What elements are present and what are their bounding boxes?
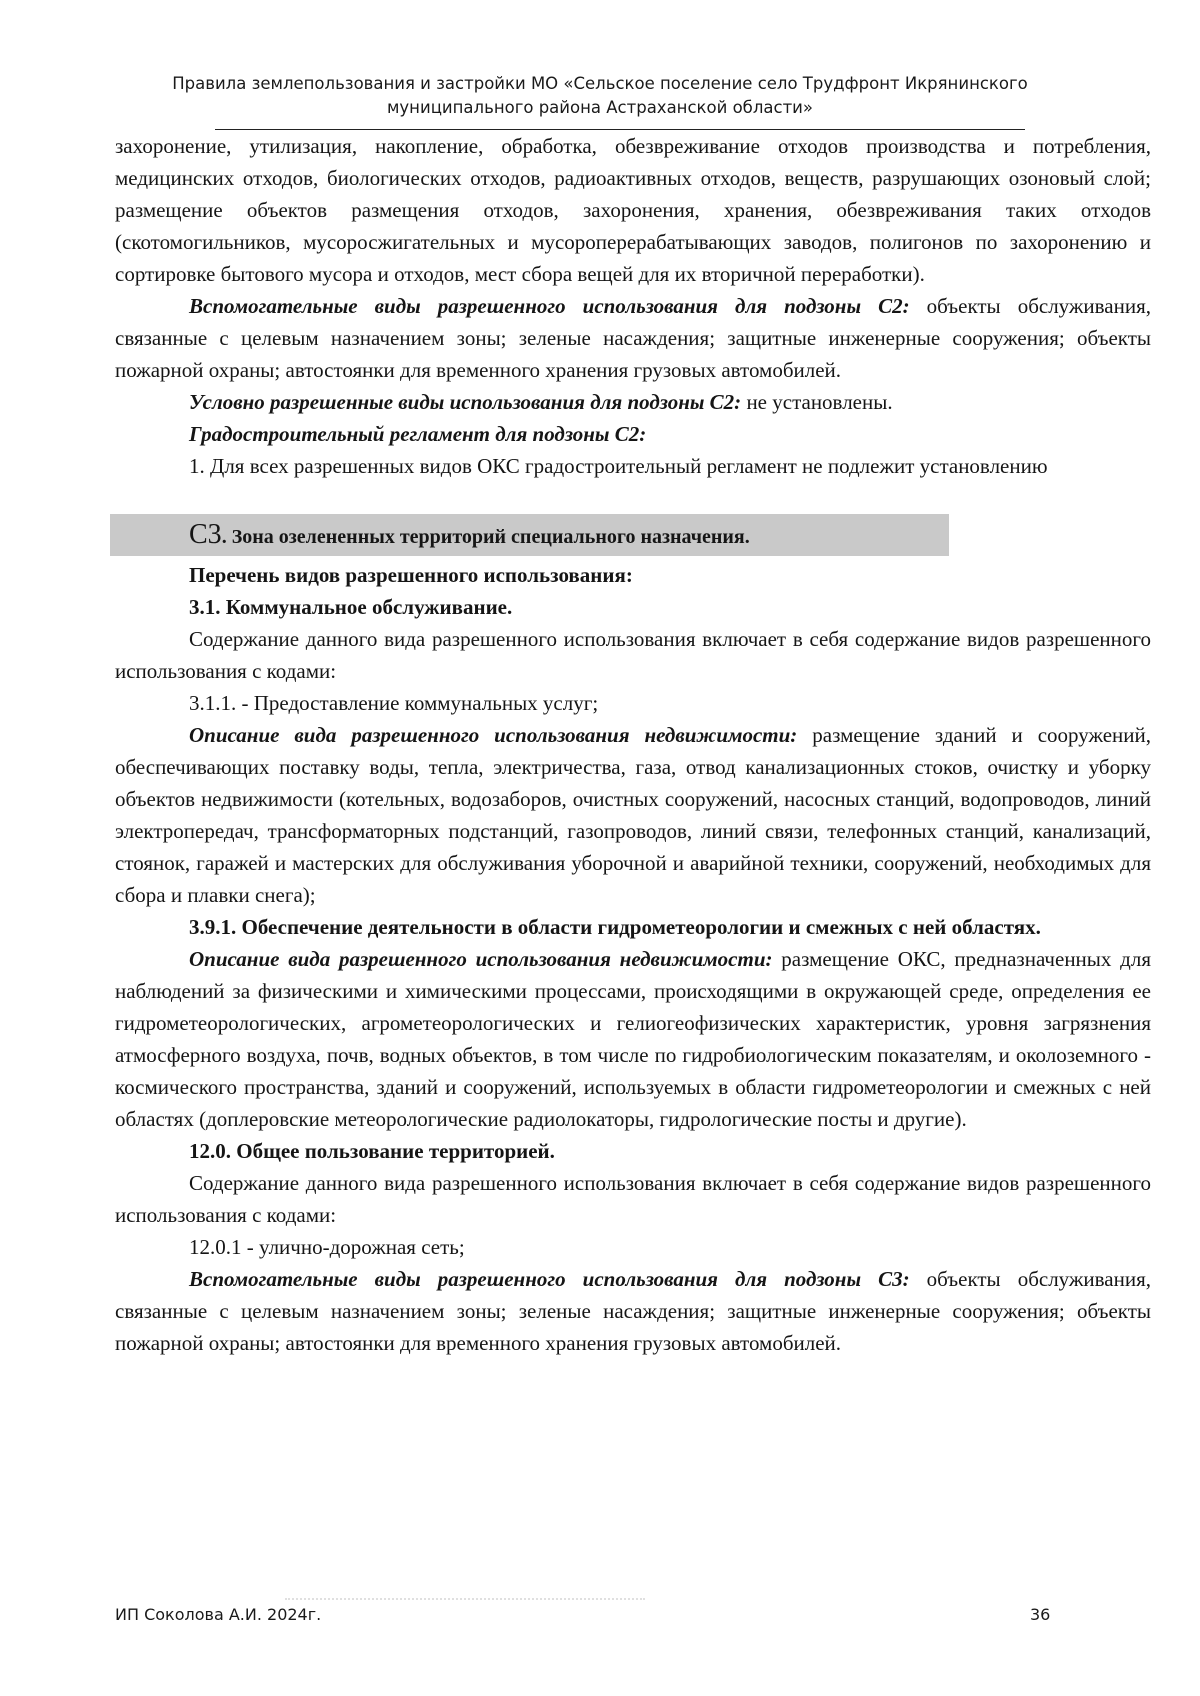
item-12-0-heading: 12.0. Общее пользование территорией. [189, 1139, 555, 1163]
aux-c2-text: объекты обслуживания, связанные с целевым назначением зоны; зеленые насаждения; защитные инженерные сооружения; объекты пожарной охраны; автостоянки для временного хранения грузовых автомобилей. [115, 294, 1151, 382]
code-12-0-1: 12.0.1 - улично-дорожная сеть; [189, 1235, 465, 1259]
paragraph-reg-c2 [115, 418, 1151, 450]
item-3-9-1-heading: 3.9.1. Обеспечение деятельности в области гидрометеорологии и смежных с ней областях. [189, 915, 1041, 939]
aux-c2-label: Вспомогательные виды разрешенного использования для подзоны С2: [189, 294, 910, 318]
list-heading: Перечень видов разрешенного использования: [189, 563, 633, 587]
paragraph-desc-3-1 [115, 719, 1151, 911]
footer-dotted-mark [285, 1598, 645, 1600]
zone-code: С3 [189, 519, 222, 550]
reg-c2-label: Градостроительный регламент для подзоны С2: [189, 422, 647, 446]
desc-3-9-1-text: размещение ОКС, предназначенных для наблюдений за физическими и химическими процессами, происходящими в окружающей среде, определения ее гидрометеорологических, агрометеорологических и гелиогеофизических характеристик, уровня загрязнения атмосферного воздуха, почв, водных объектов, в том числе по гидробиологическим показателям, и околоземного - космического пространства, зданий и сооружений, используемых в области гидрометеорологии и смежных с ней областях (доплеровские метеорологические радиолокаторы, гидрологические посты и другие). [115, 947, 1151, 1131]
desc-label: Описание вида разрешенного использования недвижимости: [189, 723, 798, 747]
content-intro-12-0: Содержание данного вида разрешенного использования включает в себя содержание видов разрешенного использования с кодами: [115, 1171, 1151, 1227]
content-intro-3-1: Содержание данного вида разрешенного использования включает в себя содержание видов разрешенного использования с кодами: [115, 627, 1151, 683]
page-number: 36 [1030, 1605, 1051, 1624]
footer-author: ИП Соколова А.И. 2024г. [115, 1605, 322, 1624]
cond-c2-text: не установлены. [741, 390, 893, 414]
code-3-1-1: 3.1.1. - Предоставление коммунальных услуг; [189, 691, 599, 715]
paragraph-aux-c2 [115, 290, 1151, 386]
page-header [150, 72, 1050, 120]
paragraph-desc-3-9-1 [115, 943, 1151, 1135]
desc-3-1-text: размещение зданий и сооружений, обеспечивающих поставку воды, тепла, электричества, газа, отвод канализационных стоков, очистку и уборку объектов недвижимости (котельных, водозаборов, очистных сооружений, насосных станций, водопроводов, линий электропередач, трансформаторных подстанций, газопроводов, линий связи, телефонных станций, канализаций, стоянок, гаражей и мастерских для обслуживания уборочной и аварийной техники, сооружений, необходимых для сбора и плавки снега); [115, 723, 1151, 907]
paragraph-waste: захоронение, утилизация, накопление, обработка, обезвреживание отходов производства и потребления, медицинских отходов, биологических отходов, радиоактивных отходов, веществ, разрушающих озоновый слой; размещение объектов размещения отходов, захоронения, хранения, обезвреживания таких отходов (скотомогильников, мусоросжигательных и мусороперерабатывающих заводов, полигонов по захоронению и сортировке бытового мусора и отходов, мест сбора вещей для их вторичной переработки). [115, 134, 1151, 286]
aux-c3-label: Вспомогательные виды разрешенного использования для подзоны С3: [189, 1267, 910, 1291]
item-3-1-heading: 3.1. Коммунальное обслуживание. [189, 595, 513, 619]
desc-label: Описание вида разрешенного использования недвижимости: [189, 947, 773, 971]
paragraph-cond-c2 [115, 386, 1151, 418]
aux-c3-text: объекты обслуживания, связанные с целевым назначением зоны; зеленые насаждения; защитные инженерные сооружения; объекты пожарной охраны; автостоянки для временного хранения грузовых автомобилей. [115, 1267, 1151, 1355]
paragraph-aux-c3 [115, 1263, 1151, 1359]
cond-c2-label: Условно разрешенные виды использования для подзоны С2: [189, 390, 742, 414]
zone-title: . Зона озелененных территорий специального назначения. [221, 526, 750, 548]
header-line-1: Правила землепользования и застройки МО «Сельское поселение село Трудфронт Икрянинского [172, 74, 1028, 93]
document-body [115, 130, 1151, 1359]
zone-c3-heading [110, 514, 949, 556]
header-line-2: муниципального района Астраханской области» [386, 98, 814, 117]
reg-c2-item: 1. Для всех разрешенных видов ОКС градостроительный регламент не подлежит установлению [189, 454, 1048, 478]
